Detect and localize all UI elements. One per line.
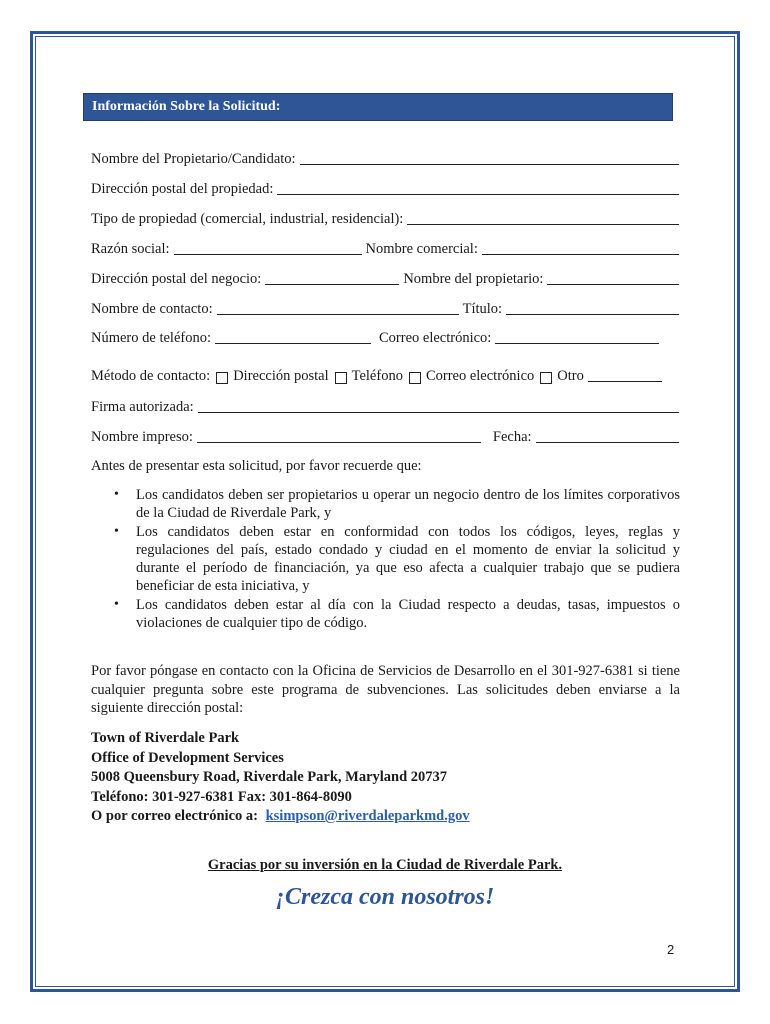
option-email-label: Correo electrónico <box>425 368 535 384</box>
checkbox-postal[interactable] <box>216 372 228 384</box>
email-prefix: O por correo electrónico a: <box>91 808 258 824</box>
address-line-office: Office of Development Services <box>91 749 284 766</box>
address-line-street: 5008 Queensbury Road, Riverdale Park, Maryland 20737 <box>91 769 448 785</box>
business-owner-label: Nombre del propietario: <box>403 271 544 287</box>
contact-name-row <box>91 298 679 318</box>
title-label: Título: <box>462 301 503 317</box>
contact-method-row <box>91 365 679 385</box>
owner-name-label: Nombre del Propietario/Candidato: <box>91 151 296 167</box>
trade-name-field[interactable] <box>482 240 679 255</box>
phone-label: Número de teléfono: <box>91 330 211 346</box>
email-field[interactable] <box>495 329 659 344</box>
signature-label: Firma autorizada: <box>91 399 194 415</box>
section-header <box>83 93 673 121</box>
thanks-message: Gracias por su inversión en la Ciudad de Riverdale Park. <box>207 857 563 873</box>
other-method-field[interactable] <box>588 367 662 382</box>
printed-name-row <box>91 426 679 446</box>
phone-field[interactable] <box>215 329 371 344</box>
option-phone-label: Teléfono <box>351 368 403 384</box>
property-type-field[interactable] <box>407 210 679 225</box>
option-other-label: Otro <box>557 368 584 384</box>
option-postal-label: Dirección postal <box>233 368 329 384</box>
property-type-label: Tipo de propiedad (comercial, industrial, residencial): <box>91 211 404 227</box>
trade-name-label: Nombre comercial: <box>365 241 478 257</box>
property-address-row <box>91 178 679 198</box>
property-type-row <box>91 208 679 228</box>
date-label: Fecha: <box>492 429 532 445</box>
reminder-item: • Los candidatos deben estar en conformidad con todos los códigos, leyes, reglas y regulaciones del país, estado condado y ciudad en el momento de enviar la solicitud y durante el período de financiación, ya que eso afecta a cualquier trabajo que se pudiera beneficiar de esta iniciativa, y <box>136 523 680 596</box>
address-line-town: Town of Riverdale Park <box>91 730 240 746</box>
title-field[interactable] <box>506 300 679 315</box>
property-address-label: Dirección postal del propiedad: <box>91 181 274 197</box>
page-number: 2 <box>667 942 675 957</box>
address-line-phone: Teléfono: 301-927-6381 Fax: 301-864-8090 <box>91 788 352 805</box>
email-label: Correo electrónico: <box>379 330 492 346</box>
contact-name-field[interactable] <box>217 300 459 315</box>
business-name-field[interactable] <box>174 240 362 255</box>
checkbox-phone[interactable] <box>335 372 347 384</box>
reminder-item: • Los candidatos deben estar al día con la Ciudad respecto a deudas, tasas, impuestos o violaciones de cualquier tipo de código. <box>136 596 680 633</box>
contact-paragraph: Por favor póngase en contacto con la Oficina de Servicios de Desarrollo en el 301-927-6381 si tiene cualquier pregunta sobre este programa de subvenciones. Las solicitudes deben enviarse a la siguiente dirección postal: <box>91 663 680 716</box>
printed-name-field[interactable] <box>197 428 481 443</box>
slogan: ¡Crezca con nosotros! <box>275 884 495 910</box>
business-address-row <box>91 268 679 288</box>
signature-row <box>91 396 679 416</box>
owner-name-field[interactable] <box>300 150 679 165</box>
mailing-address <box>91 729 470 827</box>
printed-name-label: Nombre impreso: <box>91 429 193 445</box>
reminder-list <box>91 486 680 632</box>
address-line-email <box>91 807 470 827</box>
owner-name-row <box>91 148 679 168</box>
checkbox-other[interactable] <box>540 372 552 384</box>
business-address-field[interactable] <box>265 270 399 285</box>
business-name-label: Razón social: <box>91 241 170 257</box>
email-link[interactable]: ksimpson@riverdaleparkmd.gov <box>265 808 470 824</box>
signature-field[interactable] <box>198 398 679 413</box>
business-name-row <box>91 238 679 258</box>
contact-name-label: Nombre de contacto: <box>91 301 213 317</box>
reminder-intro: Antes de presentar esta solicitud, por favor recuerde que: <box>91 458 422 474</box>
section-title: Información Sobre la Solicitud: <box>92 99 281 114</box>
checkbox-email[interactable] <box>409 372 421 384</box>
property-address-field[interactable] <box>277 180 679 195</box>
reminder-item: • Los candidatos deben ser propietarios u operar un negocio dentro de los límites corporativos de la Ciudad de Riverdale Park, y <box>136 486 680 523</box>
business-owner-field[interactable] <box>547 270 679 285</box>
date-field[interactable] <box>536 428 679 443</box>
contact-method-label: Método de contacto: <box>91 368 211 384</box>
phone-row <box>91 327 679 347</box>
business-address-label: Dirección postal del negocio: <box>91 271 262 287</box>
